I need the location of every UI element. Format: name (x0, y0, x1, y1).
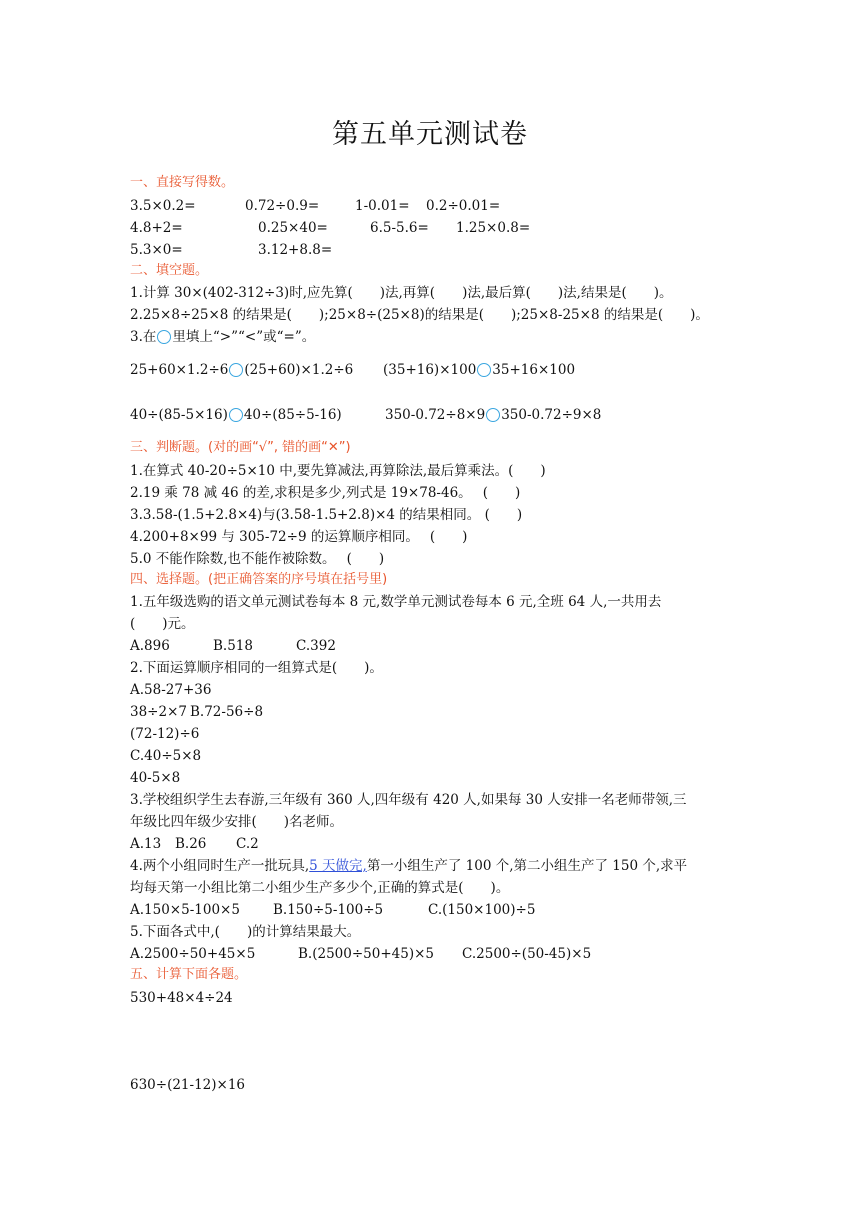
choice-option: A.150×5-100×5 (130, 902, 240, 918)
choice-option: A.58-27+36 (130, 682, 212, 698)
choice-question: 3.学校组织学生去春游,三年级有 360 人,四年级有 420 人,如果每 30 人安排一名老师带领,三 (130, 792, 687, 808)
section-heading-2: 二、填空题。 (130, 263, 209, 278)
page-title: 第五单元测试卷 (332, 119, 528, 150)
choice-question: ( )元。 (130, 616, 195, 632)
choice-question: 1.五年级选购的语文单元测试卷每本 8 元,数学单元测试卷每本 6 元,全班 64 人,一共用去 (130, 594, 662, 610)
compare-left: (35+16)×100 (383, 362, 477, 378)
question-link[interactable]: 5 天做完, (309, 858, 367, 874)
compare-item (385, 406, 601, 424)
calc-problem: 530+48×4÷24 (130, 990, 233, 1006)
choice-option: C.2500÷(50-45)×5 (462, 946, 592, 962)
fill-question: 1.计算 30×(402-312÷3)时,应先算( )法,再算( )法,最后算( )法,结果是( )。 (130, 285, 673, 301)
judge-question: 2.19 乘 78 减 46 的差,求积是多少,列式是 19×78-46。 ( ) (130, 485, 521, 501)
compare-item (130, 361, 353, 379)
judge-question: 4.200+8×99 与 305-72÷9 的运算顺序相同。 ( ) (130, 529, 468, 545)
mental-math-item: 3.12+8.8= (258, 242, 333, 258)
choice-option: A.13 (130, 836, 162, 852)
compare-left: 40÷(85-5×16) (130, 407, 228, 423)
compare-circle-icon[interactable] (157, 330, 171, 344)
choice-option: B.150÷5-100÷5 (273, 902, 384, 918)
section-heading-4: 四、选择题。(把正确答案的序号填在括号里) (130, 572, 388, 587)
compare-item (130, 406, 342, 424)
choice-option: C.392 (296, 638, 336, 654)
fill-question-text: 3.在 (130, 329, 157, 345)
fill-question: 2.25×8÷25×8 的结果是( );25×8÷(25×8)的结果是( );25×8-25×8 的结果是( )。 (130, 307, 709, 323)
compare-circle-icon[interactable] (477, 363, 491, 377)
choice-option: C.(150×100)÷5 (428, 902, 536, 918)
choice-question-text: 第一小组生产了 100 个,第二小组生产了 150 个,求平 (366, 858, 688, 874)
mental-math-item: 4.8+2= (130, 220, 183, 236)
section-heading-1: 一、直接写得数。 (130, 175, 235, 190)
choice-option: B.518 (213, 638, 253, 654)
choice-option: C.40÷5×8 (130, 748, 202, 764)
choice-question: 2.下面运算顺序相同的一组算式是( )。 (130, 660, 383, 676)
section-heading-3: 三、判断题。(对的画“√”, 错的画“✕”) (130, 440, 351, 455)
judge-question: 3.3.58-(1.5+2.8×4)与(3.58-1.5+2.8)×4 的结果相同。 ( ) (130, 507, 523, 523)
mental-math-item: 1.25×0.8= (456, 220, 531, 236)
compare-circle-icon[interactable] (486, 408, 500, 422)
compare-right: 40÷(85÷5-16) (243, 407, 342, 423)
compare-right: 350-0.72÷9×8 (501, 407, 602, 423)
section-heading-5: 五、计算下面各题。 (130, 967, 248, 982)
compare-circle-icon[interactable] (229, 408, 243, 422)
judge-question: 5.0 不能作除数,也不能作被除数。 ( ) (130, 551, 385, 567)
fill-question (130, 328, 315, 346)
mental-math-item: 0.2÷0.01= (426, 198, 501, 214)
choice-option: C.2 (236, 836, 259, 852)
choice-option: A.2500÷50+45×5 (130, 946, 256, 962)
judge-question: 1.在算式 40-20÷5×10 中,要先算减法,再算除法,最后算乘法。( ) (130, 463, 546, 479)
compare-right: 35+16×100 (492, 362, 576, 378)
fill-question-text: 里填上“>”“<”或“=”。 (172, 329, 316, 345)
mental-math-item: 0.72÷0.9= (245, 198, 320, 214)
compare-item (383, 361, 575, 379)
choice-question: 年级比四年级少安排( )名老师。 (130, 814, 344, 830)
mental-math-item: 1-0.01= (355, 198, 410, 214)
choice-option: B.26 (175, 836, 207, 852)
choice-question (130, 857, 687, 875)
mental-math-item: 3.5×0.2= (130, 198, 196, 214)
choice-option: A.896 (130, 638, 170, 654)
choice-option: (72-12)÷6 (130, 726, 200, 742)
choice-question: 均每天第一小组比第二小组少生产多少个,正确的算式是( )。 (130, 880, 510, 896)
compare-left: 25+60×1.2÷6 (130, 362, 229, 378)
choice-option: B.72-56÷8 (190, 704, 264, 720)
choice-question-text: 4.两个小组同时生产一批玩具, (130, 858, 310, 874)
choice-option: 38÷2×7 (130, 704, 187, 720)
compare-left: 350-0.72÷8×9 (385, 407, 486, 423)
compare-circle-icon[interactable] (229, 363, 243, 377)
mental-math-item: 5.3×0= (130, 242, 183, 258)
mental-math-item: 0.25×40= (258, 220, 328, 236)
calc-problem: 630÷(21-12)×16 (130, 1077, 246, 1093)
choice-option: 40-5×8 (130, 770, 181, 786)
choice-question: 5.下面各式中,( )的计算结果最大。 (130, 924, 361, 940)
mental-math-item: 6.5-5.6= (370, 220, 429, 236)
choice-option: B.(2500÷50+45)×5 (298, 946, 434, 962)
compare-right: (25+60)×1.2÷6 (244, 362, 354, 378)
